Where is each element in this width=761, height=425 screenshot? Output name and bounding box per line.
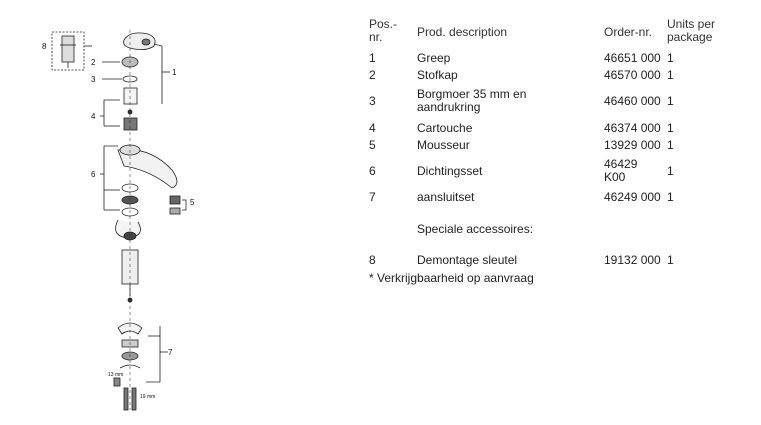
part-6-spout xyxy=(118,149,177,188)
row-7-order: 46249 000 xyxy=(604,190,661,204)
callout-8: 8 xyxy=(42,42,47,51)
row-2-units: 1 xyxy=(667,68,674,82)
row-5-order: 13929 000 xyxy=(604,138,661,152)
callout-6: 6 xyxy=(91,170,96,179)
label-19mm: 19 mm xyxy=(140,394,156,400)
row-6-desc: Dichtingsset xyxy=(417,164,483,178)
label-13mm: 13 mm xyxy=(108,372,124,378)
row-2-desc: Stofkap xyxy=(417,68,458,82)
row-5-pos: 5 xyxy=(369,138,376,152)
row-3-pos: 3 xyxy=(369,94,376,108)
row-8-desc: Demontage sleutel xyxy=(417,253,518,267)
row-8-order: 19132 000 xyxy=(604,253,661,267)
row-1-desc: Greep xyxy=(417,51,451,65)
row-1-pos: 1 xyxy=(369,51,376,65)
callout-4: 4 xyxy=(91,112,96,121)
callout-3: 3 xyxy=(91,75,96,84)
header-order: Order-nr. xyxy=(604,25,653,39)
callout-1: 1 xyxy=(172,68,177,77)
callout-2: 2 xyxy=(91,58,96,67)
row-1-order: 46651 000 xyxy=(604,51,661,65)
part-4-cartridge xyxy=(124,88,137,104)
part-5-aerator xyxy=(170,196,180,204)
row-5-units: 1 xyxy=(667,138,674,152)
row-8-units: 1 xyxy=(667,253,674,267)
header-units: Units per package xyxy=(667,17,716,44)
row-2-order: 46570 000 xyxy=(604,68,661,82)
row-7-desc: aansluitset xyxy=(417,190,475,204)
row-6-order: 46429 K00 xyxy=(604,157,638,184)
row-5-desc: Mousseur xyxy=(417,138,470,152)
row-3-units: 1 xyxy=(667,94,674,108)
footnote: * Verkrijgbaarheid op aanvraag xyxy=(369,271,534,285)
header-pos: Pos.- nr. xyxy=(369,17,398,44)
row-6-pos: 6 xyxy=(369,164,376,178)
row-1-units: 1 xyxy=(667,51,674,65)
callout-5: 5 xyxy=(190,198,195,207)
row-8-pos: 8 xyxy=(369,253,376,267)
exploded-parts-diagram xyxy=(0,0,360,425)
section-title-accessories: Speciale accessoires: xyxy=(417,222,534,236)
row-4-order: 46374 000 xyxy=(604,121,661,135)
row-7-pos: 7 xyxy=(369,190,376,204)
row-4-pos: 4 xyxy=(369,121,376,135)
row-4-desc: Cartouche xyxy=(417,121,473,135)
row-6-units: 1 xyxy=(667,164,674,178)
row-2-pos: 2 xyxy=(369,68,376,82)
header-desc: Prod. description xyxy=(417,25,508,39)
callout-7: 7 xyxy=(168,348,173,357)
row-4-units: 1 xyxy=(667,121,674,135)
row-3-desc: Borgmoer 35 mm en aandrukring xyxy=(417,87,527,114)
row-7-units: 1 xyxy=(667,190,674,204)
row-3-order: 46460 000 xyxy=(604,94,661,108)
part-1-handle xyxy=(124,33,156,50)
